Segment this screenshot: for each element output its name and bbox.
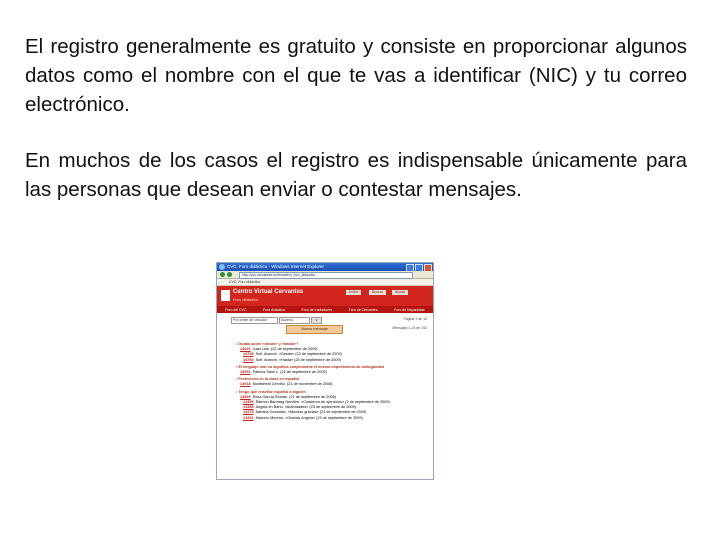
thread-text: • Profesores en la clase en español: [236, 377, 300, 382]
registration-paragraph: En muchos de los casos el registro es indispensable únicamente para las personas que desean enviar o contestar mensajes.: [25, 149, 687, 201]
thread-text: Sofi. Aranchi. «Hasta» (23 de septiembre de 2009): [255, 357, 341, 362]
site-subtitle: Foro didáctico: [233, 297, 259, 302]
thread-text: Angela en Barlo. «Actividades» (23 de septiembre de 2009): [255, 405, 357, 410]
back-icon[interactable]: [220, 272, 225, 277]
thread-text: Sofi. Aranchi. «Desde» (22 de septiembre de 2009): [255, 352, 342, 357]
menu-item[interactable]: Foro del CVC: [225, 307, 247, 312]
thread-text: • Tengo que enseñar español a alguien: [236, 389, 306, 394]
message-number[interactable]: 13918: [240, 382, 251, 387]
url-field[interactable]: http://cvc.cervantes.es/foros/frm_foro_didactico: [239, 272, 413, 279]
order-select[interactable]: Por orden de creación: [231, 317, 278, 324]
index-button[interactable]: Índice: [346, 290, 361, 295]
new-message-button[interactable]: Nuevo mensaje: [286, 325, 343, 334]
forum-controls: [231, 316, 429, 332]
menu-item[interactable]: Foro de hispanistas: [394, 307, 425, 312]
intro-paragraph: El registro generalmente es gratuito y consiste en proporcionar algunos datos como el nombre con el que te vas a identificar (NIC) y tu correo electrónico.: [25, 35, 687, 116]
thread-text: • Dudas sobre «desde» y «hasta»?: [236, 342, 299, 346]
thread-list: [236, 342, 427, 421]
window-titlebar: [217, 263, 433, 271]
thread-text: Montserrat Cerviño. (21 de noviembre de 2008): [252, 382, 333, 387]
message-number[interactable]: 14356: [243, 400, 254, 405]
message-number[interactable]: 14708: [243, 352, 254, 357]
favorite-link[interactable]: CVC. Foro didáctico: [217, 279, 433, 286]
menu-item[interactable]: Foro de Cervantes: [348, 307, 378, 312]
go-button[interactable]: Ir: [311, 317, 322, 324]
search-button[interactable]: Buscar: [369, 290, 386, 295]
message-number[interactable]: 14358: [243, 405, 254, 410]
thread-text: Rosa García Román. (21 de septiembre de 2008): [252, 394, 336, 399]
site-menu: [217, 306, 433, 313]
window-title: CVC. Foro didáctico - Windows Internet Explorer: [227, 264, 325, 269]
message-number[interactable]: 14750: [243, 357, 254, 362]
thread-text: Patricia Sanz L. (22 de septiembre de 2009): [252, 370, 327, 375]
page-info: Página 1 de 14: [403, 317, 427, 321]
message-number[interactable]: 14620: [240, 347, 251, 352]
cvc-logo-icon: [221, 290, 230, 301]
help-button[interactable]: Ayuda: [392, 290, 408, 295]
message-number[interactable]: 14392: [243, 415, 254, 420]
thread-message[interactable]: [236, 416, 427, 421]
message-number[interactable]: 14651: [240, 370, 251, 375]
site-title: Centro Virtual Cervantes: [233, 289, 304, 295]
thread-text: Marcelo Moreno. «Gracias Angela» (23 de septiembre de 2009): [255, 415, 363, 420]
forward-icon[interactable]: [227, 272, 232, 277]
message-number[interactable]: 14375: [243, 410, 254, 415]
menu-item[interactable]: Foro didáctico: [263, 307, 285, 312]
menu-item[interactable]: Foro de traductores: [301, 307, 333, 312]
ie-icon: [219, 264, 225, 270]
address-bar: [217, 271, 433, 279]
thread-text: Raimon Barmarg Nerviles. «Cuaderno de ejercicios» (2 de septiembre de 2009): [255, 400, 390, 405]
thread-text: • El lenguaje oral no significa simplemente el mismo impedimento de ambigüedad: [236, 364, 384, 369]
direction-select[interactable]: Ascend.: [279, 317, 310, 324]
forum-screenshot: [216, 262, 434, 480]
thread-text: Juan Luis. (22 de septiembre de 2009): [252, 347, 318, 352]
message-number[interactable]: 13899: [240, 394, 251, 399]
messages-count: Mensajes 1-15 de 192: [392, 326, 427, 330]
site-header: [217, 286, 433, 313]
thread-text: Adriana Gonzalez. «Muchas gracias» (23 de septiembre de 2009): [255, 410, 367, 415]
